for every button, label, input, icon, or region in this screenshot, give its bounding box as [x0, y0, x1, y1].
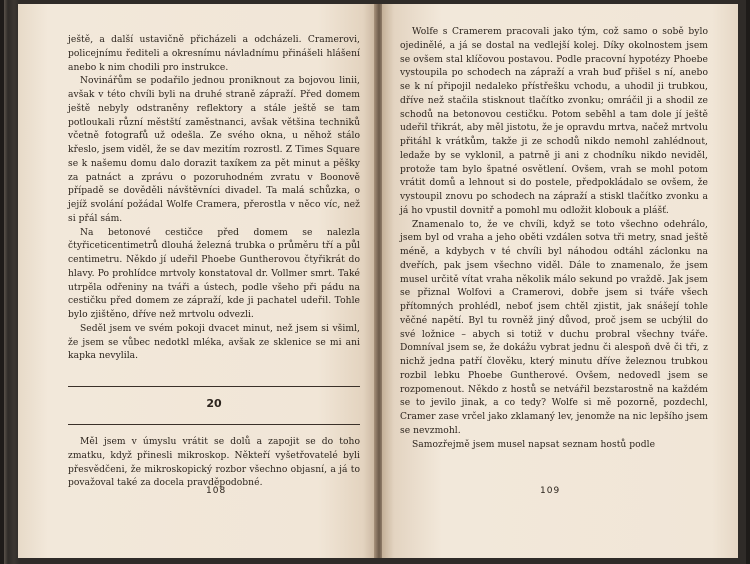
- chapter-rule-top: [68, 386, 360, 387]
- book-edge-left: [0, 0, 4, 564]
- chapter-number: 20: [206, 397, 222, 410]
- right-page-text: [400, 26, 708, 452]
- paragraph: Wolfe s Cramerem pracovali jako tým, což samo o sobě bylo ojedinělé, a já se dostal na vedlejší kolej. Díky okolnostem jsem se ovšem stal klíčovou postavou. Podle pracovní hypotézy Phoebe vystoupila po schodech na zápraží a vrah buď přišel s ní, anebo se k ní připojil nedaleko přístřešku vchodu, a uhodil ji trubkou, dříve než stačila stisknout tlačítko zvonku; omráčil ji a shodil ze schodů na betonovou cestičku. Potom seběhl a tam dole jí ještě udeřil třikrát, aby měl jistotu, že je opravdu mrtva, načež mrtvolu přitáhl k vrátkům, takže ji ze schodů nikdo nemohl zahlédnout, ledaže by se vyklonil, a patrně ji ani z chodníku nikdo neviděl, protože tam bylo špatné osvětlení. Ovšem, vrah se mohl potom vrátit domů a lehnout si do postele, předpokládalo se ovšem, že vystoupil znovu po schodech na zápraží a stiskl tlačítko zvonku a já ho vpustil dovnitř a pomohl mu odložit klobouk a plášť.: [400, 27, 708, 216]
- paragraph: Seděl jsem ve svém pokoji dvacet minut, než jsem si všiml, že jsem se vůbec nedotkl mléka, avšak ze sklenice se mi ani kapka nevylila.: [68, 323, 360, 362]
- page-number-left: 108: [206, 486, 227, 496]
- paragraph: Znamenalo to, že ve chvíli, když se toto všechno odehrálo, jsem byl od vraha a jeho oběti vzdálen sotva tři metry, snad ještě méně, a kdybych v té chvíli byl náhodou odtáhl záclonku na dveřích, pak jsem všechno viděl. Dále to znamenalo, že jsem musel určitě vítat vraha několik málo sekund po vraždě. Jak jsem se přiznal Wolfovi a Cramerovi, dobře jsem si tváře všech přítomných prohlédl, neboť jsem chtěl zjistit, jak snášejí tohle věčné napětí. Byl tu rovněž jiný důvod, proč jsem se ucbýlil do své ložnice – abych si totiž v duchu probral všechny tváře. Domníval jsem se, že dokážu vybrat jednu či alespoň dvě či tři, z nichž jedna patří člověku, který minutu dříve železnou trubkou rozbil lebku Phoebe Guntherové. Ovšem, nedovedl jsem se rozpomenout. Někdo z hostů se netvářil bezstarostně na každém se to jevilo jinak, a co tedy? Wolfe si mě pozorně, pozdechl, Cramer zase vrčel jako zklamaný lev, jenomže na nic lepšího jsem se nevzmohl.: [400, 219, 708, 436]
- paragraph: ještě, a další ustavičně přicházeli a odcházeli. Cramerovi, policejnímu řediteli a okresnímu návladnímu přinášeli hlášení anebo k nim chodili pro instrukce.: [68, 35, 360, 73]
- paragraph: Novinářům se podařilo jednou proniknout za bojovou linii, avšak v této chvíli byli na druhé straně zápraží. Před domem ještě nebyly odstraněny reflektory a stále ještě se tam potloukali různí městští zaměstnanci, avšak většina techniků včetně fotografů už odešla. Ze svého okna, u něhož stálo křeslo, jsem viděl, že se dav mezitím rozrostl. Z Times Square se k našemu domu dalo dorazit taxíkem za pět minut a pěšky za patnáct a zprávu o pozoruhodném zvratu v Boonově případě se dověděli návštěvníci divadel. Ta malá schůzka, o jejíž svolání požádal Wolfe Cramera, přerostla v něco víc, než si přál sám.: [68, 76, 360, 224]
- page-number-right: 109: [540, 486, 561, 496]
- chapter-rule-bottom: [68, 424, 360, 425]
- paragraph: Samozřejmě jsem musel napsat seznam hostů podle: [412, 439, 656, 450]
- book-edge-right: [746, 0, 750, 564]
- right-page: [382, 4, 738, 558]
- left-page: [18, 4, 376, 558]
- left-page-text-before: [68, 34, 360, 364]
- paragraph: Měl jsem v úmyslu vrátit se dolů a zapojit se do toho zmatku, když přinesli mikroskop. Někteří vyšetřovatelé byli přesvědčeni, že mikroskopický rozbor všechno objasní, a já to považoval také za docela pravděpodobné.: [68, 437, 360, 489]
- chapter-heading: [68, 386, 360, 426]
- paragraph: Na betonové cestičce před domem se nalezla čtyřiceticentimetrů dlouhá železná trubka o průměru tří a půl centimetru. Někdo jí udeřil Phoebe Guntherovou čtyřikrát do hlavy. Po prohlídce mrtvoly konstatoval dr. Vollmer smrt. Také utrpěla odřeniny na tváři a ústech, podle všeho při pádu na cestičku před domem ze zápraží, kde ji pachatel udeřil. Tohle bylo zjištěno, dříve než mrtvolu odvezli.: [68, 227, 360, 320]
- left-page-text-after: [68, 436, 360, 491]
